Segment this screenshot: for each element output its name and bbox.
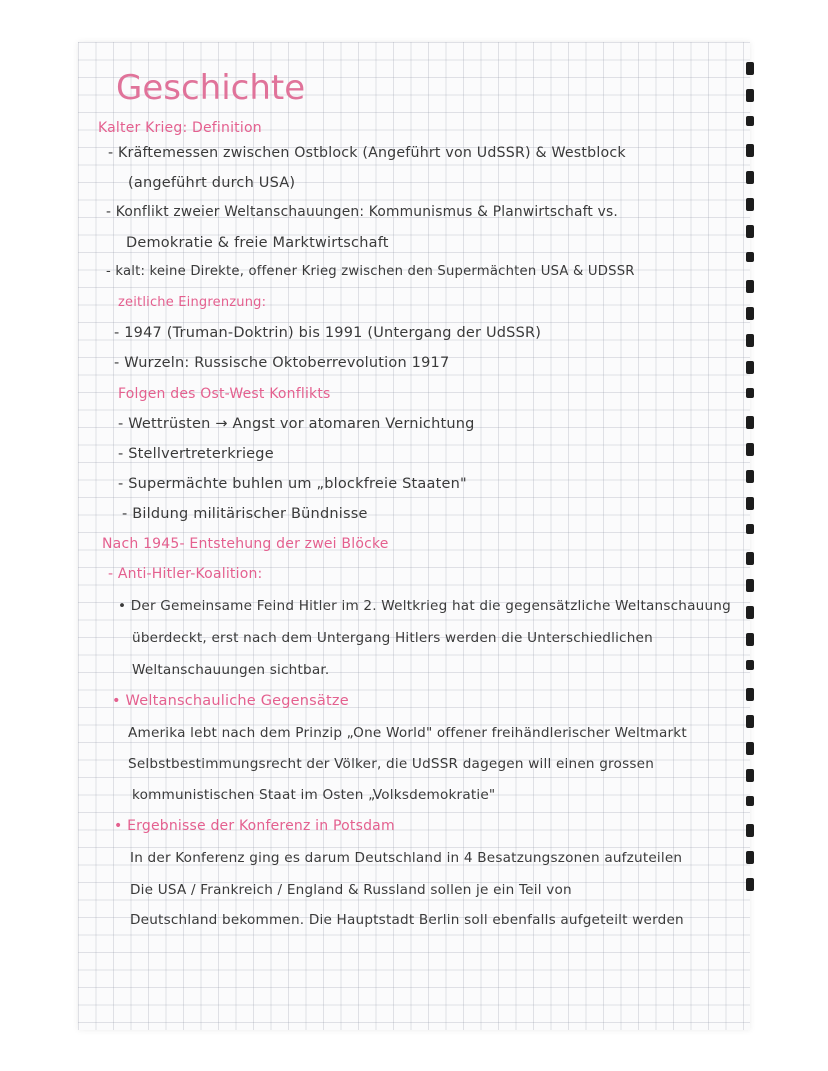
binding-hole: [746, 388, 754, 398]
note-line: • Der Gemeinsame Feind Hitler im 2. Weltkrieg hat die gegensätzliche Weltanschauung: [118, 598, 731, 614]
binding-hole: [746, 116, 754, 126]
binding-hole: [746, 824, 754, 837]
binding-hole: [746, 552, 754, 565]
note-line: Weltanschauungen sichtbar.: [132, 662, 330, 678]
note-line: Deutschland bekommen. Die Hauptstadt Berlin soll ebenfalls aufgeteilt werden: [130, 912, 684, 928]
binding-hole: [746, 497, 754, 510]
binding-hole: [746, 688, 754, 701]
binding-hole: [746, 334, 754, 347]
note-line: In der Konferenz ging es darum Deutschland in 4 Besatzungszonen aufzuteilen: [130, 850, 683, 866]
note-line: Die USA / Frankreich / England & Russland sollen je ein Teil von: [130, 882, 572, 898]
binding-hole: [746, 851, 754, 864]
note-line: - Kräftemessen zwischen Ostblock (Angeführt von UdSSR) & Westblock: [108, 145, 626, 161]
binding-hole: [746, 443, 754, 456]
binding-hole: [746, 606, 754, 619]
binding-hole: [746, 715, 754, 728]
binding-hole: [746, 416, 754, 429]
binding-hole: [746, 62, 754, 75]
notebook-page: [78, 42, 750, 1030]
binding-hole: [746, 633, 754, 646]
binding-hole: [746, 89, 754, 102]
heading-after-1945: Nach 1945- Entstehung der zwei Blöcke: [102, 536, 389, 552]
note-line: - Stellvertreterkriege: [118, 446, 274, 462]
binding-hole: [746, 769, 754, 782]
note-line: - Konflikt zweier Weltanschauungen: Kommunismus & Planwirtschaft vs.: [106, 204, 618, 220]
note-line: (angeführt durch USA): [128, 175, 296, 191]
binding-hole: [746, 660, 754, 670]
heading-anti-hitler-coalition: - Anti-Hitler-Koalition:: [108, 566, 263, 582]
binding-hole: [746, 878, 754, 891]
note-line: - Bildung militärischer Bündnisse: [122, 506, 368, 522]
note-line: kommunistischen Staat im Osten „Volksdemokratie": [132, 787, 496, 803]
heading-time-range: zeitliche Eingrenzung:: [118, 295, 267, 310]
note-line: - Wurzeln: Russische Oktoberrevolution 1917: [114, 355, 450, 371]
page-title: Geschichte: [116, 68, 306, 108]
heading-ideological-differences: • Weltanschauliche Gegensätze: [112, 693, 349, 709]
binding-hole: [746, 579, 754, 592]
binding-hole: [746, 361, 754, 374]
heading-potsdam-results: • Ergebnisse der Konferenz in Potsdam: [114, 818, 395, 834]
binding-hole: [746, 470, 754, 483]
binding-hole: [746, 144, 754, 157]
heading-consequences: Folgen des Ost-West Konflikts: [118, 386, 331, 402]
binding-hole: [746, 198, 754, 211]
note-line: - kalt: keine Direkte, offener Krieg zwischen den Supermächten USA & UDSSR: [106, 264, 635, 279]
spiral-binding: [744, 56, 758, 1036]
note-line: Selbstbestimmungsrecht der Völker, die UdSSR dagegen will einen grossen: [128, 756, 655, 772]
binding-hole: [746, 742, 754, 755]
binding-hole: [746, 171, 754, 184]
heading-cold-war-definition: Kalter Krieg: Definition: [98, 120, 262, 136]
note-line: überdeckt, erst nach dem Untergang Hitlers werden die Unterschiedlichen: [132, 630, 653, 646]
note-line: - Wettrüsten → Angst vor atomaren Vernichtung: [118, 416, 475, 432]
binding-hole: [746, 796, 754, 806]
binding-hole: [746, 524, 754, 534]
note-line: Demokratie & freie Marktwirtschaft: [126, 235, 389, 251]
binding-hole: [746, 280, 754, 293]
binding-hole: [746, 307, 754, 320]
note-line: Amerika lebt nach dem Prinzip „One World" offener freihändlerischer Weltmarkt: [128, 725, 687, 741]
note-line: - 1947 (Truman-Doktrin) bis 1991 (Untergang der UdSSR): [114, 325, 542, 341]
note-line: - Supermächte buhlen um „blockfreie Staaten": [118, 476, 467, 492]
binding-hole: [746, 225, 754, 238]
binding-hole: [746, 252, 754, 262]
